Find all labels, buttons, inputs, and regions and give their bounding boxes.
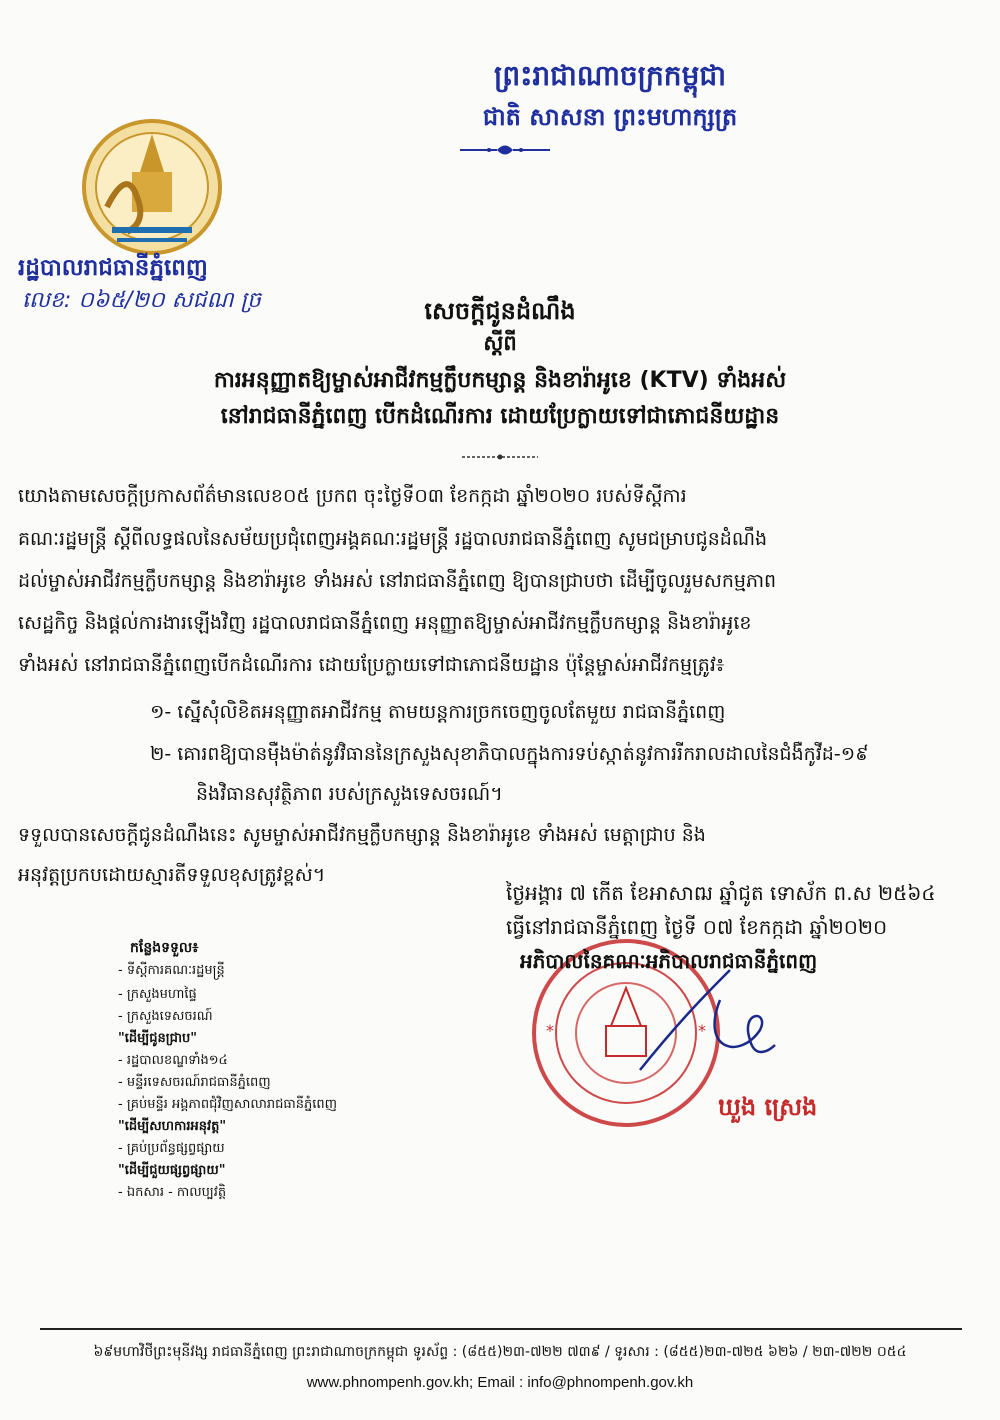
cc-item: "ដើម្បីជួយផ្សព្វផ្សាយ": [118, 1163, 226, 1178]
signer-title: អភិបាលនៃគណៈអភិបាលរាជធានីភ្នំពេញ: [520, 949, 818, 973]
list-item: ១- ស្នើសុំលិខិតអនុញ្ញាតអាជីវកម្ម តាមយន្តការច្រកចេញចូលតែមួយ រាជធានីភ្នំពេញ: [150, 701, 726, 723]
list-item: ២- គោរពឱ្យបានម៉ឺងម៉ាត់នូវវិធាននៃក្រសួងសុខាភិបាលក្នុងការទប់ស្កាត់នូវការរីករាលដាលនៃជំងឺកូវីដ-១៩: [150, 743, 869, 765]
cc-item: - មន្ទីរទេសចរណ៍រាជធានីភ្នំពេញ: [118, 1075, 271, 1090]
cc-item: - រដ្ឋបាលខណ្ឌទាំង១៤: [118, 1053, 228, 1068]
cc-heading: កន្លែងទទួល៖: [130, 940, 199, 956]
footer-contact: www.phnompenh.gov.kh; Email : info@phnompenh.gov.kh: [306, 1374, 694, 1391]
body-line: យោងតាមសេចក្តីប្រកាសព័ត៌មានលេខ០៥ ប្រកព ចុះថ្ងៃទី០៣ ខែកក្កដា ឆ្នាំ២០២០ របស់ទីស្តីការ: [18, 485, 687, 507]
cc-item: "ដើម្បីសហការអនុវត្ត": [118, 1119, 227, 1134]
body-line: ដល់ម្ចាស់អាជីវកម្មក្លឹបកម្សាន្ត និងខារ៉ាអូខេ ទាំងអស់ នៅរាជធានីភ្នំពេញ ឱ្យបានជ្រាបថា ដើម្បីចូលរួមសកម្មភាព: [18, 570, 777, 592]
national-motto: ជាតិ សាសនា ព្រះមហាក្សត្រ: [482, 103, 738, 131]
svg-text:*: *: [698, 1021, 706, 1040]
kingdom-heading: ព្រះរាជាណាចក្រកម្ពុជា: [493, 59, 726, 92]
handwritten-signature: [620, 960, 780, 1100]
cc-item: - គ្រប់មន្ទីរ អង្គភាពជុំវិញសាលារាជធានីភ្នំពេញ: [118, 1097, 338, 1112]
subject-line-1: ការអនុញ្ញាតឱ្យម្ចាស់អាជីវកម្មក្លឹបកម្សាន្ត និងខារ៉ាអូខេ (KTV) ទាំងអស់: [213, 368, 787, 393]
body-line: ទទួលបានសេចក្តីជូនដំណឹងនេះ សូមម្ចាស់អាជីវកម្មក្លឹបកម្សាន្ត និងខារ៉ាអូខេ ទាំងអស់ មេត្តាជ្រាប និង: [18, 824, 706, 846]
body-line: អនុវត្តប្រកបដោយស្មារតីទទួលខុសត្រូវខ្ពស់។: [18, 864, 326, 886]
footer-divider: [40, 1328, 962, 1330]
cc-item: - ឯកសារ - កាលប្បវត្តិ: [118, 1185, 227, 1200]
svg-text:*: *: [546, 1021, 554, 1040]
document-type-title: សេចក្តីជូនដំណឹង: [424, 297, 576, 325]
reference-number: លេខ: ០៦៥/២០ សជណ ច្រ: [22, 288, 261, 313]
issuer-name: រដ្ឋបាលរាជធានីភ្នំពេញ: [18, 255, 208, 281]
footer-address: ៦៩មហាវិថីព្រះមុនីវង្ស រាជធានីភ្នំពេញ ព្រះរាជាណាចក្រកម្ពុជា ទូរស័ព្ទ : (៨៥៥)២៣-៧២២ ៧៣៩ / ទូរសារ : (៨៥៥)២៣-៧២៥ ៦២៦ / ២៣-៧២២ ០៥៤: [93, 1344, 907, 1360]
subject-line-2: នៅរាជធានីភ្នំពេញ បើកដំណើរការ ដោយប្រែក្លាយទៅជាភោជនីយដ្ឋាន: [220, 404, 780, 429]
body-line: គណៈរដ្ឋមន្ត្រី ស្តីពីលទ្ធផលនៃសម័យប្រជុំពេញអង្គគណៈរដ្ឋមន្ត្រី រដ្ឋបាលរាជធានីភ្នំពេញ សូមជម្រាបជូនដំណឹង: [18, 528, 768, 550]
signer-name: ឃួង ស្រេង: [718, 1093, 818, 1121]
small-divider-icon: [460, 452, 540, 462]
cc-item: - ទីស្តីការគណៈរដ្ឋមន្ត្រី: [118, 963, 225, 978]
lunar-date: ថ្ងៃអង្គារ ៧ កើត ខែអាសាឍ ឆ្នាំជូត ទោស័ក ព.ស ២៥៦៤: [506, 881, 936, 905]
subject-label: ស្តីពី: [483, 331, 517, 355]
list-item: និងវិធានសុវត្ថិភាព របស់ក្រសួងទេសចរណ៍។: [196, 783, 503, 805]
cc-item: "ដើម្បីជូនជ្រាប": [118, 1031, 198, 1046]
solar-date: ធ្វើនៅរាជធានីភ្នំពេញ ថ្ងៃទី ០៧ ខែកក្កដា ឆ្នាំ២០២០: [506, 915, 888, 939]
cc-item: - ក្រសួងមហាផ្ទៃ: [118, 987, 197, 1002]
ornament-divider-icon: [455, 140, 555, 160]
body-line: សេដ្ឋកិច្ច និងផ្តល់ការងារឡើងវិញ រដ្ឋបាលរាជធានីភ្នំពេញ អនុញ្ញាតឱ្យម្ចាស់អាជីវកម្មក្លឹបកម្សាន្ត និងខារ៉ាអូខេ: [18, 612, 752, 634]
cc-item: - គ្រប់ប្រព័ន្ធផ្សព្វផ្សាយ: [118, 1141, 225, 1156]
body-line: ទាំងអស់ នៅរាជធានីភ្នំពេញបើកដំណើរការ ដោយប្រែក្លាយទៅជាភោជនីយដ្ឋាន ប៉ុន្តែម្ចាស់អាជីវកម្មត្រូវ៖: [18, 654, 725, 676]
cc-item: - ក្រសួងទេសចរណ៍: [118, 1009, 213, 1024]
phnom-penh-emblem-icon: [72, 112, 232, 262]
